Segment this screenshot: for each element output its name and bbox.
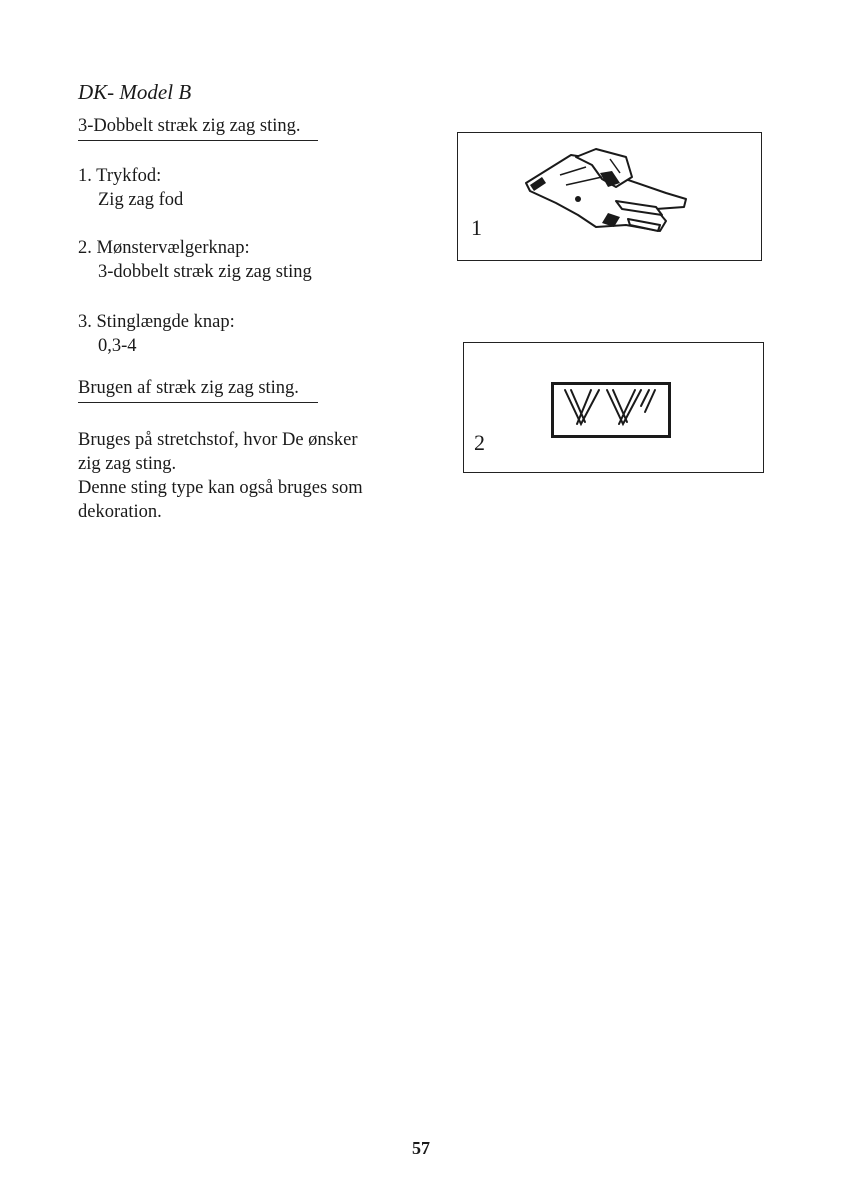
figure-number: 1 — [471, 215, 482, 240]
model-title: DK- Model B — [78, 80, 192, 104]
figure-2-box — [463, 342, 764, 473]
section-heading-stitch: 3-Dobbelt stræk zig zag sting. — [78, 116, 318, 141]
setting-label: 1. Trykfod: — [78, 166, 162, 186]
setting-value: Zig zag fod — [98, 190, 184, 210]
setting-value: 3-dobbelt stræk zig zag sting — [98, 262, 312, 282]
setting-item-presser-foot — [78, 164, 183, 212]
setting-label: 3. Stinglængde knap: — [78, 312, 235, 332]
paragraph-line: dekoration. — [78, 502, 162, 522]
presser-foot-icon — [516, 143, 696, 243]
usage-paragraph — [78, 428, 418, 524]
figure-number: 2 — [474, 430, 485, 455]
section-heading-usage: Brugen af stræk zig zag sting. — [78, 378, 318, 403]
setting-item-pattern-selector — [78, 236, 312, 284]
setting-item-stitch-length — [78, 310, 235, 358]
paragraph-line: zig zag sting. — [78, 454, 177, 474]
paragraph-line: Denne sting type kan også bruges som — [78, 478, 363, 498]
stitch-pattern-icon — [551, 382, 671, 438]
figure-1-box — [457, 132, 762, 261]
setting-label: 2. Mønstervælgerknap: — [78, 238, 250, 258]
paragraph-line: Bruges på stretchstof, hvor De ønsker — [78, 430, 358, 450]
page-number: 57 — [412, 1138, 430, 1158]
setting-value: 0,3-4 — [98, 336, 137, 356]
